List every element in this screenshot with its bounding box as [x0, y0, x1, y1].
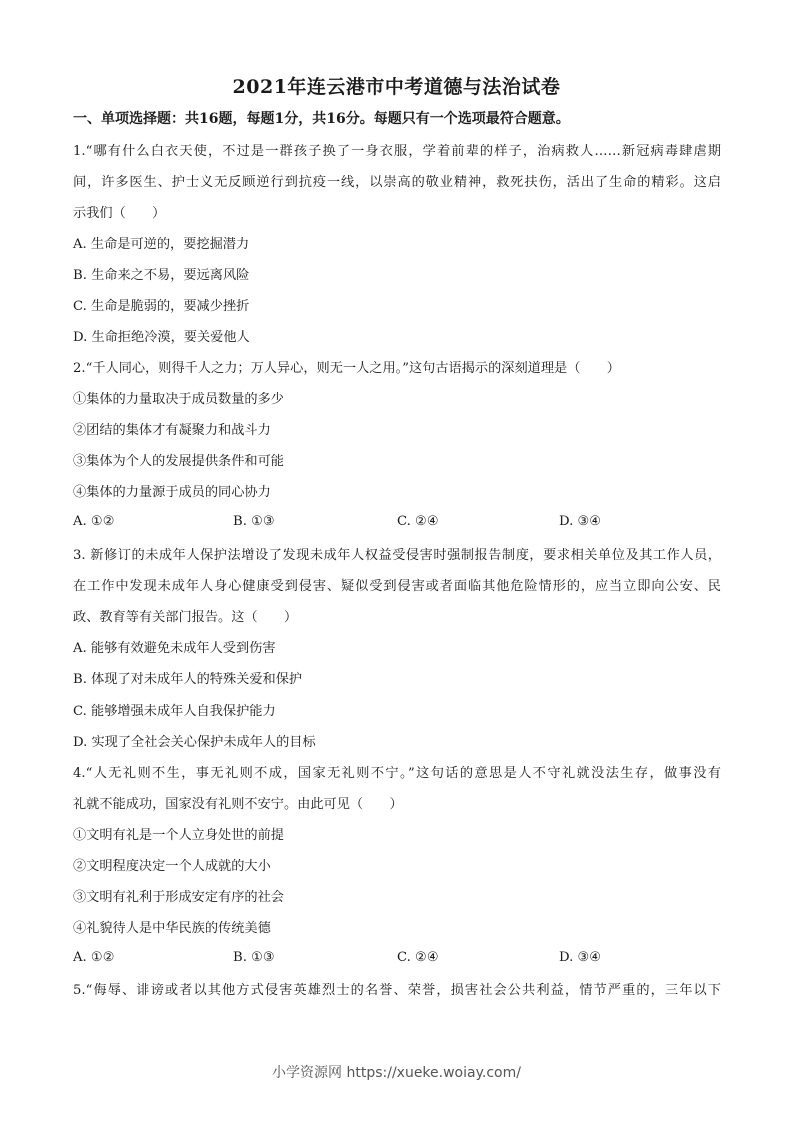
question-4-option-c: C. ②④: [397, 950, 439, 965]
question-3-stem-line-1: 3. 新修订的未成年人保护法增设了发现未成年人权益受侵害时强制报告制度，要求相关单位及其工作人员，: [73, 548, 721, 563]
question-4-option-d: D. ③④: [559, 950, 602, 965]
question-2-option-c: C. ②④: [397, 514, 439, 529]
question-4-statement-3: ③文明有礼利于形成安定有序的社会: [73, 890, 284, 905]
watermark-footer: 小学资源网 https://xueke.woiay.com/: [272, 1065, 521, 1081]
question-2-statement-1: ①集体的力量取决于成员数量的多少: [73, 392, 284, 407]
question-1-option-d: D. 生命拒绝冷漠，要关爱他人: [73, 330, 250, 345]
question-4-option-b: B. ①③: [233, 950, 275, 965]
question-3-stem-line-2: 在工作中发现未成年人身心健康受到侵害、疑似受到侵害或者面临其他危险情形的，应当立即向公安、民: [73, 579, 721, 594]
question-3-option-a: A. 能够有效避免未成年人受到伤害: [73, 641, 276, 656]
question-2-statement-3: ③集体为个人的发展提供条件和可能: [73, 454, 284, 469]
question-4-option-a: A. ①②: [73, 950, 115, 965]
question-1-stem-line-1: 1.“哪有什么白衣天使，不过是一群孩子换了一身衣服，学着前辈的样子，治病救人……新冠病毒肆虐期: [73, 144, 721, 159]
question-2-statement-4: ④集体的力量源于成员的同心协力: [73, 485, 271, 500]
question-2-option-a: A. ①②: [73, 514, 115, 529]
question-5-stem-line-1: 5.“侮辱、诽谤或者以其他方式侵害英雄烈士的名誉、荣誉，损害社会公共利益，情节严重的，三年以下: [73, 983, 721, 998]
page-title: 2021年连云港市中考道德与法治试卷: [232, 76, 561, 98]
question-2-options: [73, 514, 733, 534]
question-4-stem-line-2: 礼就不能成功，国家没有礼则不安宁。由此可见（ ）: [73, 797, 403, 812]
question-2-stem-line-1: 2.“千人同心，则得千人之力；万人异心，则无一人之用。”这句古语揭示的深刻道理是（ ）: [73, 361, 620, 376]
question-1-stem-line-3: 示我们（ ）: [73, 206, 166, 221]
question-4-stem-line-1: 4.“人无礼则不生，事无礼则不成，国家无礼则不宁。”这句话的意思是人不守礼就没法生存，做事没有: [73, 766, 721, 781]
question-3-stem-line-3: 政、教育等有关部门报告。这（ ）: [73, 610, 298, 625]
section-heading: 一、单项选择题：共16题，每题1分，共16分。每题只有一个选项最符合题意。: [73, 111, 570, 127]
question-2-option-d: D. ③④: [559, 514, 602, 529]
question-2-statement-2: ②团结的集体才有凝聚力和战斗力: [73, 423, 271, 438]
question-3-option-d: D. 实现了全社会关心保护未成年人的目标: [73, 735, 316, 750]
question-1-option-a: A. 生命是可逆的，要挖掘潜力: [73, 237, 250, 252]
question-1-option-b: B. 生命来之不易，要远离风险: [73, 268, 250, 283]
question-4-statement-2: ②文明程度决定一个人成就的大小: [73, 859, 271, 874]
question-3-option-c: C. 能够增强未成年人自我保护能力: [73, 704, 276, 719]
question-1-option-c: C. 生命是脆弱的，要减少挫折: [73, 299, 250, 314]
question-2-option-b: B. ①③: [233, 514, 275, 529]
question-4-statement-4: ④礼貌待人是中华民族的传统美德: [73, 921, 271, 936]
question-4-options: [73, 950, 733, 970]
question-4-statement-1: ①文明有礼是一个人立身处世的前提: [73, 828, 284, 843]
question-3-option-b: B. 体现了对未成年人的特殊关爱和保护: [73, 672, 303, 687]
question-1-stem-line-2: 间，许多医生、护士义无反顾逆行到抗疫一线，以崇高的敬业精神，救死扶伤，活出了生命的精彩。这启: [73, 175, 721, 190]
